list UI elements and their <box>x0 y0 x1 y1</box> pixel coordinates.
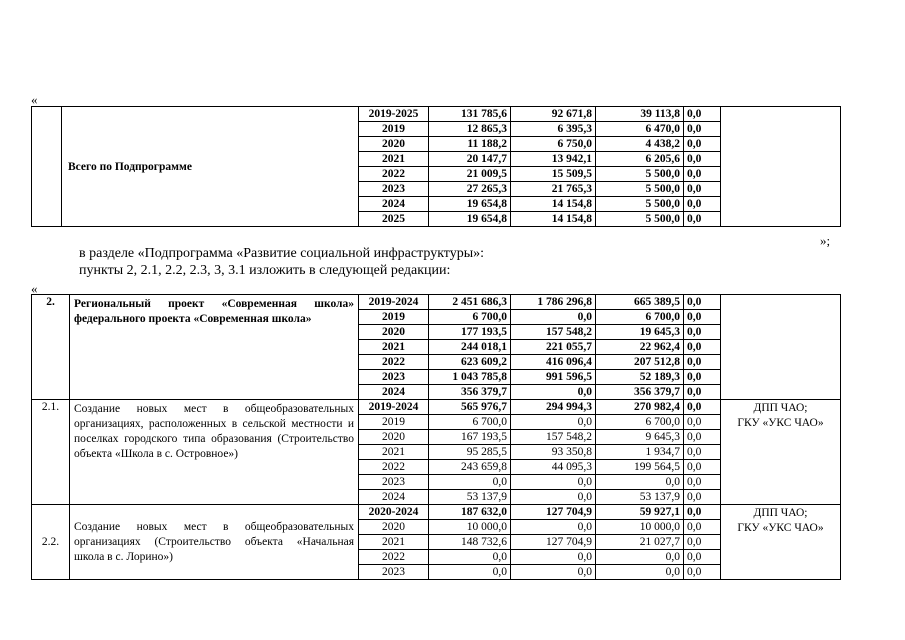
amount-cell: 221 055,7 <box>511 340 596 355</box>
executor-cell <box>721 107 841 227</box>
amount-cell: 0,0 <box>684 295 721 310</box>
amount-cell: 0,0 <box>511 415 596 430</box>
year-cell: 2023 <box>359 475 429 490</box>
year-cell: 2025 <box>359 212 429 227</box>
subprogram-projects-table <box>31 294 841 580</box>
amount-cell: 148 732,6 <box>429 535 511 550</box>
amount-cell: 53 137,9 <box>429 490 511 505</box>
amount-cell: 11 188,2 <box>429 137 511 152</box>
executor-cell <box>721 505 841 580</box>
year-cell: 2019 <box>359 310 429 325</box>
amount-cell: 167 193,5 <box>429 430 511 445</box>
amount-cell: 6 470,0 <box>596 122 684 137</box>
executor-cell <box>721 400 841 505</box>
amount-cell: 244 018,1 <box>429 340 511 355</box>
year-cell: 2020-2024 <box>359 505 429 520</box>
amount-cell: 5 500,0 <box>596 182 684 197</box>
executor-line-2: ГКУ «УКС ЧАО» <box>737 417 824 429</box>
item-number: 2. <box>32 295 70 400</box>
amount-cell: 0,0 <box>684 152 721 167</box>
amount-cell: 6 700,0 <box>596 415 684 430</box>
amount-cell: 21 009,5 <box>429 167 511 182</box>
amount-cell: 0,0 <box>429 565 511 580</box>
amount-cell: 0,0 <box>684 475 721 490</box>
amount-cell: 565 976,7 <box>429 400 511 415</box>
amount-cell: 187 632,0 <box>429 505 511 520</box>
year-cell: 2022 <box>359 460 429 475</box>
year-cell: 2019 <box>359 122 429 137</box>
amount-cell: 4 438,2 <box>596 137 684 152</box>
amount-cell: 0,0 <box>684 520 721 535</box>
year-cell: 2020 <box>359 325 429 340</box>
amount-cell: 14 154,8 <box>511 212 596 227</box>
year-cell: 2021 <box>359 152 429 167</box>
executor-line-1: ДПП ЧАО; <box>753 507 808 519</box>
amount-cell: 0,0 <box>684 197 721 212</box>
closing-quote: »; <box>820 233 831 248</box>
amount-cell: 0,0 <box>684 565 721 580</box>
table-row <box>32 505 841 520</box>
amount-cell: 13 942,1 <box>511 152 596 167</box>
amount-cell: 10 000,0 <box>596 520 684 535</box>
item-number: 2.2. <box>32 505 70 580</box>
instruction-line-2: пункты 2, 2.1, 2.2, 2.3, 3, 3.1 изложить в следующей редакции: <box>79 263 451 278</box>
amount-cell: 0,0 <box>684 460 721 475</box>
amount-cell: 0,0 <box>511 310 596 325</box>
item-name: Региональный проект «Современная школа» федерального проекта «Современная школа» <box>70 295 359 400</box>
amount-cell: 0,0 <box>684 212 721 227</box>
amount-cell: 157 548,2 <box>511 430 596 445</box>
amount-cell: 207 512,8 <box>596 355 684 370</box>
amount-cell: 0,0 <box>684 122 721 137</box>
amount-cell: 0,0 <box>511 385 596 400</box>
year-cell: 2022 <box>359 355 429 370</box>
opening-quote: « <box>31 92 38 107</box>
subprogram-label: Всего по Подпрограмме <box>62 107 359 227</box>
amount-cell: 1 934,7 <box>596 445 684 460</box>
amount-cell: 0,0 <box>684 430 721 445</box>
amount-cell: 93 350,8 <box>511 445 596 460</box>
amount-cell: 6 700,0 <box>596 310 684 325</box>
amount-cell: 10 000,0 <box>429 520 511 535</box>
amount-cell: 0,0 <box>684 445 721 460</box>
amount-cell: 5 500,0 <box>596 197 684 212</box>
amount-cell: 356 379,7 <box>596 385 684 400</box>
amount-cell: 0,0 <box>684 415 721 430</box>
amount-cell: 95 285,5 <box>429 445 511 460</box>
amount-cell: 39 113,8 <box>596 107 684 122</box>
year-cell: 2023 <box>359 370 429 385</box>
amount-cell: 0,0 <box>596 550 684 565</box>
amount-cell: 623 609,2 <box>429 355 511 370</box>
amount-cell: 157 548,2 <box>511 325 596 340</box>
amount-cell: 0,0 <box>684 167 721 182</box>
amount-cell: 991 596,5 <box>511 370 596 385</box>
amount-cell: 199 564,5 <box>596 460 684 475</box>
amount-cell: 0,0 <box>684 137 721 152</box>
year-cell: 2019 <box>359 415 429 430</box>
executor-line-1: ДПП ЧАО; <box>753 402 808 414</box>
amount-cell: 27 265,3 <box>429 182 511 197</box>
amount-cell: 0,0 <box>429 550 511 565</box>
item-number: 2.1. <box>32 400 70 505</box>
amount-cell: 0,0 <box>511 490 596 505</box>
amount-cell: 6 750,0 <box>511 137 596 152</box>
amount-cell: 9 645,3 <box>596 430 684 445</box>
opening-quote-2: « <box>31 281 38 296</box>
subprogram-total-table <box>31 106 841 227</box>
row-number-cell <box>32 107 62 227</box>
amount-cell: 44 095,3 <box>511 460 596 475</box>
amount-cell: 14 154,8 <box>511 197 596 212</box>
year-cell: 2021 <box>359 535 429 550</box>
amount-cell: 2 451 686,3 <box>429 295 511 310</box>
amount-cell: 416 096,4 <box>511 355 596 370</box>
amount-cell: 5 500,0 <box>596 212 684 227</box>
amount-cell: 131 785,6 <box>429 107 511 122</box>
amount-cell: 1 786 296,8 <box>511 295 596 310</box>
amount-cell: 294 994,3 <box>511 400 596 415</box>
year-cell: 2020 <box>359 430 429 445</box>
year-cell: 2019-2024 <box>359 295 429 310</box>
item-name: Создание новых мест в общеобразовательных организациях (Строительство объекта «Начальная школа в с. Лорино») <box>70 505 359 580</box>
instruction-line-1: в разделе «Подпрограмма «Развитие социальной инфраструктуры»: <box>79 246 485 261</box>
amount-cell: 0,0 <box>511 520 596 535</box>
year-cell: 2024 <box>359 197 429 212</box>
amount-cell: 0,0 <box>684 550 721 565</box>
amount-cell: 0,0 <box>684 325 721 340</box>
amount-cell: 52 189,3 <box>596 370 684 385</box>
amount-cell: 0,0 <box>684 355 721 370</box>
year-cell: 2022 <box>359 550 429 565</box>
executor-line-2: ГКУ «УКС ЧАО» <box>737 522 824 534</box>
year-cell: 2024 <box>359 385 429 400</box>
amount-cell: 177 193,5 <box>429 325 511 340</box>
amount-cell: 6 700,0 <box>429 415 511 430</box>
amount-cell: 0,0 <box>684 490 721 505</box>
amount-cell: 0,0 <box>684 182 721 197</box>
amount-cell: 19 645,3 <box>596 325 684 340</box>
amount-cell: 356 379,7 <box>429 385 511 400</box>
amount-cell: 19 654,8 <box>429 212 511 227</box>
item-name: Создание новых мест в общеобразовательных организациях, расположенных в сельской местности и поселках городского типа образования (Строительство объекта «Школа в с. Островное») <box>70 400 359 505</box>
amount-cell: 0,0 <box>684 370 721 385</box>
amount-cell: 22 962,4 <box>596 340 684 355</box>
amount-cell: 0,0 <box>684 535 721 550</box>
table-row <box>32 295 841 310</box>
table-row <box>32 107 841 122</box>
amount-cell: 6 395,3 <box>511 122 596 137</box>
year-cell: 2023 <box>359 182 429 197</box>
amount-cell: 270 982,4 <box>596 400 684 415</box>
year-cell: 2023 <box>359 565 429 580</box>
executor-cell <box>721 295 841 400</box>
amount-cell: 0,0 <box>684 400 721 415</box>
year-cell: 2019-2025 <box>359 107 429 122</box>
amount-cell: 243 659,8 <box>429 460 511 475</box>
year-cell: 2024 <box>359 490 429 505</box>
amount-cell: 5 500,0 <box>596 167 684 182</box>
amount-cell: 20 147,7 <box>429 152 511 167</box>
year-cell: 2021 <box>359 340 429 355</box>
amount-cell: 0,0 <box>511 565 596 580</box>
amount-cell: 59 927,1 <box>596 505 684 520</box>
year-cell: 2021 <box>359 445 429 460</box>
amount-cell: 0,0 <box>596 475 684 490</box>
amount-cell: 665 389,5 <box>596 295 684 310</box>
amount-cell: 0,0 <box>684 505 721 520</box>
table-row <box>32 400 841 415</box>
year-cell: 2020 <box>359 520 429 535</box>
amount-cell: 21 027,7 <box>596 535 684 550</box>
amount-cell: 0,0 <box>684 385 721 400</box>
amount-cell: 0,0 <box>511 550 596 565</box>
year-cell: 2022 <box>359 167 429 182</box>
amount-cell: 127 704,9 <box>511 505 596 520</box>
amount-cell: 1 043 785,8 <box>429 370 511 385</box>
amount-cell: 0,0 <box>511 475 596 490</box>
amount-cell: 0,0 <box>429 475 511 490</box>
amount-cell: 0,0 <box>684 340 721 355</box>
amount-cell: 127 704,9 <box>511 535 596 550</box>
amount-cell: 92 671,8 <box>511 107 596 122</box>
amount-cell: 0,0 <box>596 565 684 580</box>
amount-cell: 12 865,3 <box>429 122 511 137</box>
amount-cell: 21 765,3 <box>511 182 596 197</box>
amount-cell: 19 654,8 <box>429 197 511 212</box>
amount-cell: 0,0 <box>684 107 721 122</box>
amount-cell: 6 205,6 <box>596 152 684 167</box>
amount-cell: 6 700,0 <box>429 310 511 325</box>
amount-cell: 0,0 <box>684 310 721 325</box>
amount-cell: 53 137,9 <box>596 490 684 505</box>
year-cell: 2019-2024 <box>359 400 429 415</box>
year-cell: 2020 <box>359 137 429 152</box>
amount-cell: 15 509,5 <box>511 167 596 182</box>
